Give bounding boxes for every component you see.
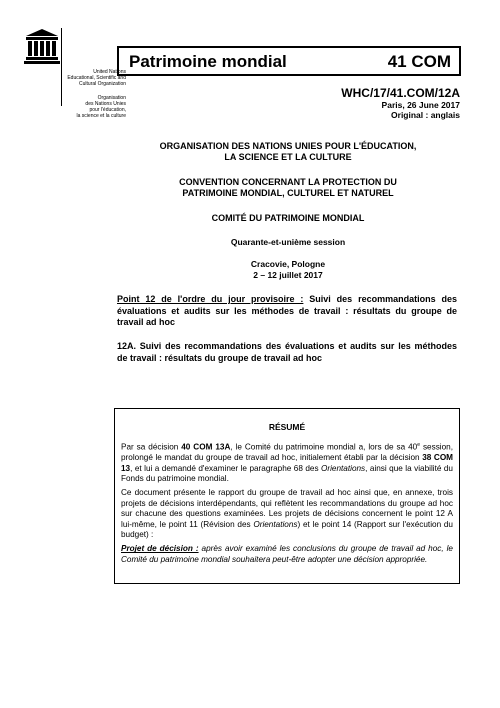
organisation-line-2: LA SCIENCE ET LA CULTURE bbox=[224, 152, 352, 162]
unesco-logo bbox=[24, 28, 126, 119]
venue: Cracovie, Pologne bbox=[250, 259, 326, 269]
header-title: Patrimoine mondial bbox=[129, 52, 287, 71]
agenda-subitem: 12A. Suivi des recommandations des évaluations et audits sur les méthodes de travail : résultats du groupe de travail ad hoc bbox=[117, 341, 457, 363]
summary-title: RÉSUMÉ bbox=[268, 422, 306, 432]
logo-text-en: United Nations Educational, Scientific and Cultural Organization bbox=[67, 69, 126, 87]
convention-line-2: PATRIMOINE MONDIAL, CULTUREL ET NATUREL bbox=[182, 188, 394, 198]
draft-decision-label: Projet de décision : bbox=[121, 544, 199, 554]
place-date: Paris, 26 June 2017 bbox=[381, 100, 460, 110]
organisation-line-1: ORGANISATION DES NATIONS UNIES POUR L'ÉDUCATION, bbox=[159, 141, 417, 151]
header-box bbox=[117, 46, 461, 76]
document-reference bbox=[341, 86, 460, 120]
summary-box bbox=[114, 408, 460, 584]
draft-decision: Projet de décision : après avoir examiné les conclusions du groupe de travail ad hoc, le Comité du patrimoine mondial souhaitera peut-être adopter une décision appropriée. bbox=[121, 544, 453, 564]
session-code: 41 COM bbox=[387, 52, 451, 71]
session-name: Quarante-et-unième session bbox=[230, 237, 346, 247]
document-code: WHC/17/41.COM/12A bbox=[341, 86, 460, 100]
committee-name: COMITÉ DU PATRIMOINE MONDIAL bbox=[211, 213, 365, 223]
convention-line-1: CONVENTION CONCERNANT LA PROTECTION DU bbox=[179, 177, 397, 187]
agenda-item-label: Point 12 de l'ordre du jour provisoire : bbox=[117, 294, 304, 304]
summary-paragraph-2: Ce document présente le rapport du groupe de travail ad hoc ainsi que, en annexe, trois projets de décisions interdépendants, qui reflètent les recommandations du groupe ad hoc sur chacune des questions examinées. Les projets de décisions concernent le point 12 A lui-même, le point 11 (Révision des Orientations) et le point 14 (Rapport sur l'exécution du budget) : bbox=[121, 488, 453, 539]
logo-text-fr: Organisation des Nations Unies pour l'éducation, la science et la culture bbox=[76, 95, 126, 119]
agenda-item bbox=[117, 294, 457, 329]
unesco-temple-logo-icon bbox=[24, 28, 60, 64]
original-language: Original : anglais bbox=[391, 110, 460, 120]
convention-title bbox=[117, 177, 459, 199]
summary-paragraph-1: Par sa décision 40 COM 13A, le Comité du patrimoine mondial a, lors de sa 40e session, prolongé le mandat du groupe de travail ad hoc, initialement établi par la décision 38 COM 13, et lui a demandé d'examiner le paragraphe 68 des Orientations, ainsi que la viabilité du Fonds du patrimoine mondial. bbox=[121, 442, 454, 483]
session-dates: 2 – 12 juillet 2017 bbox=[253, 270, 323, 280]
agenda-item-text: Suivi des recommandations des évaluations et audits sur les méthodes de travail : résultats du groupe de travail ad hoc bbox=[117, 294, 457, 327]
organisation-name bbox=[117, 141, 459, 163]
